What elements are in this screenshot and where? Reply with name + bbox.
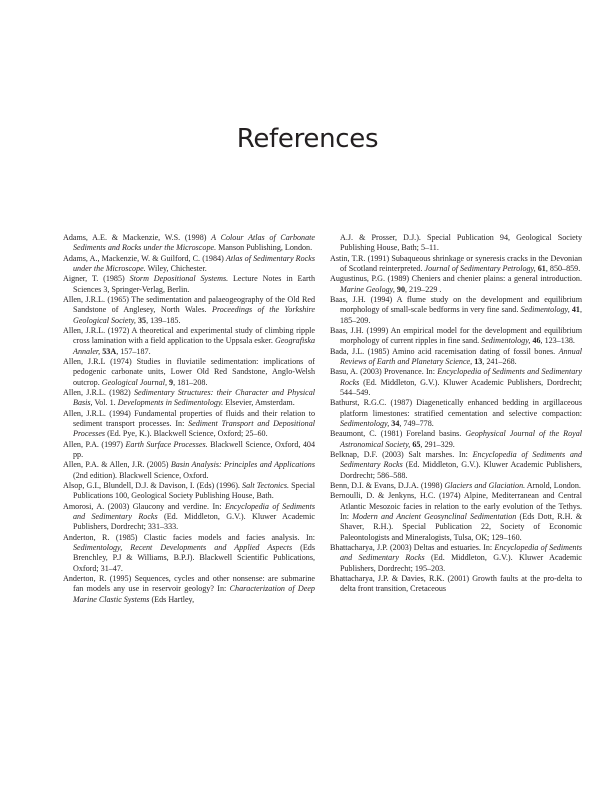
reference-authors: Aigner, T. (1985) — [63, 274, 130, 284]
reference-entry — [63, 326, 315, 357]
reference-authors: A.J. & Prosser, D.J.). Special Publication 94, Geological Society Publishing House, Bath; 5–11. — [340, 233, 582, 253]
reference-title: Encyclopedia of Sediments and Sedimentary Rocks — [73, 501, 315, 522]
reference-authors: Augustinus, P.G. (1989) Cheniers and chenier plains: a general introduction. — [330, 274, 582, 284]
reference-authors: Basu, A. (2003) Provenance. In: — [330, 367, 438, 377]
reference-title: Earth Surface Processes. — [125, 439, 208, 449]
reference-pages: , 291–329. — [420, 439, 455, 449]
reference-authors: Allen, J.R.L. (1982) — [63, 388, 134, 398]
reference-entry — [63, 574, 315, 605]
reference-authors: Beaumont, C. (1981) Foreland basins. — [330, 429, 466, 439]
reference-volume: 65 — [412, 439, 421, 449]
reference-entry — [63, 440, 315, 461]
reference-title: Sedimentology, — [340, 419, 390, 428]
reference-entry — [330, 429, 582, 450]
reference-publication: (Eds Brenchley, P.J & Williams, B.P.J). Blackwell Scientific Publications, Oxford; 31–47. — [73, 543, 315, 573]
reference-entry — [63, 274, 315, 295]
reference-authors: Bathurst, R.G.C. (1987) Diagenetically enhanced bedding in argillaceous platform limestones: stratified cementation and selective compaction: — [330, 398, 582, 418]
reference-entry — [330, 481, 582, 491]
reference-title: Geological Journal, — [101, 377, 167, 387]
reference-entry — [63, 254, 315, 275]
reference-publication: Blackwell Science, Oxford, 404 pp. — [73, 439, 315, 459]
reference-entry — [63, 481, 315, 502]
reference-authors: Anderton, R. (1985) Clastic facies models and facies analysis. In: — [63, 532, 315, 542]
reference-title: Sedimentary Structures: their Character and Physical Basis, — [73, 388, 316, 408]
reference-authors: Allen, P.A. (1997) — [63, 439, 126, 449]
reference-title: Geografiska Annaler, — [73, 336, 315, 356]
reference-authors: Adams, A., Mackenzie, W. & Guilford, C. (1984) — [63, 253, 226, 263]
reference-entry — [63, 502, 315, 533]
reference-title: Annual Reviews of Earth and Planetary Science, — [340, 346, 582, 367]
reference-title: Geophysical Journal of the Royal Astronomical Society, — [340, 429, 582, 449]
reference-publication: (Eds Dott, R.H. & Shaver, R.H.). Special Publication 22, Society of Economic Paleontologists and Mineralogists, Tulsa, OK; 129–160. — [340, 512, 582, 542]
reference-series: Developments in Sedimentology. — [117, 398, 224, 408]
reference-publication: (Ed. Middleton, G.V.). Kluwer Academic Publishers, Dordrecht; 331–333. — [73, 512, 315, 532]
reference-title: Basin Analysis: Principles and Applications — [170, 460, 315, 470]
reference-entry — [63, 233, 315, 254]
reference-title: Encyclopedia of Sediments and Sedimentary Rocks — [340, 450, 582, 470]
reference-authors: Belknap, D.F. (2003) Salt marshes. In: — [330, 450, 473, 460]
reference-title: Journal of Sedimentary Petrology, — [424, 263, 536, 273]
references-left-column — [63, 233, 315, 605]
reference-authors: Bada, J.L. (1985) Amino acid racemisation dating of fossil bones. — [330, 346, 559, 356]
reference-pages: , 185–209. — [340, 305, 582, 325]
reference-title: Sedimentology, Recent Developments and Applied Aspects — [73, 543, 293, 553]
reference-pages: , 181–208. — [173, 377, 208, 387]
reference-authors: Benn, D.I. & Evans, D.J.A. (1998) — [330, 481, 445, 491]
reference-authors: Bhattacharya, J.P. & Davies, R.K. (2001) Growth faults at the pro-delta to delta front transition, Cretaceous — [330, 574, 582, 594]
reference-volume: 41 — [571, 305, 580, 315]
reference-volume: 35 — [137, 315, 147, 325]
reference-title: Proceedings of the Yorkshire Geological Society, — [73, 305, 315, 325]
reference-authors: Allen, P.A. & Allen, J.R. (2005) — [63, 460, 171, 470]
reference-entry — [63, 388, 315, 409]
reference-publication: Vol. 1. — [92, 398, 118, 408]
reference-title: Sedimentology, — [481, 336, 531, 346]
reference-publication: (Ed. Middleton, G.V.). Kluwer Academic Publishers, Dordrecht; 195–203. — [340, 553, 582, 573]
reference-entry — [330, 295, 582, 326]
reference-volume: 34 — [391, 419, 400, 428]
reference-volume: 53A — [102, 346, 117, 356]
page-title: References — [236, 124, 379, 154]
reference-pages: , 139–185. — [146, 315, 181, 325]
reference-entry — [330, 450, 582, 481]
reference-entry — [330, 367, 582, 398]
reference-authors: Adams, A.E. & Mackenzie, W.S. (1998) — [63, 233, 212, 242]
reference-publication: (Ed. Pye, K.). Blackwell Science, Oxford; 25–60. — [105, 429, 268, 439]
reference-publication: Lecture Notes in Earth Sciences 3, Springer-Verlag, Berlin. — [73, 274, 316, 294]
reference-entry — [330, 326, 582, 347]
reference-volume: 46 — [532, 336, 541, 346]
reference-authors: Bhattacharya, J.P. (2003) Deltas and estuaries. In: — [330, 543, 495, 553]
reference-entry — [330, 274, 582, 295]
reference-title: Sediment Transport and Depositional Processes — [73, 419, 315, 439]
references-right-column — [330, 233, 582, 595]
reference-pages: , 749–778. — [399, 419, 434, 428]
reference-title: A Colour Atlas of Carbonate Sediments and Rocks under the Microscope. — [73, 233, 315, 253]
reference-entry — [330, 491, 582, 542]
reference-authors: Alsop, G.I., Blundell, D.J. & Davison, I. (Eds) (1996). — [63, 481, 243, 491]
reference-entry — [63, 409, 315, 440]
reference-authors: Allen, J.R.L. (1965) The sedimentation and palaeogeography of the Old Red Sandstone of Anglesey, North Wales. — [63, 295, 315, 315]
reference-publication: Arnold, London. — [525, 481, 581, 491]
reference-authors: Allen, J.R.L. (1994) Fundamental properties of fluids and their relation to sediment transport processes. In: — [63, 408, 315, 428]
reference-pages: , 157–187. — [116, 346, 151, 356]
reference-pages: , 219–229 . — [404, 284, 442, 294]
reference-authors: Amorosi, A. (2003) Glaucony and verdine. In: — [63, 501, 225, 511]
reference-entry — [330, 398, 582, 429]
reference-volume: 90 — [396, 284, 405, 294]
reference-title: Glaciers and Glaciation. — [444, 481, 526, 491]
reference-publication: Manson Publishing, London. — [216, 243, 313, 253]
reference-entry — [63, 460, 315, 481]
reference-publication: (2nd edition). Blackwell Science, Oxford. — [73, 470, 209, 480]
reference-title: Atlas of Sedimentary Rocks under the Microscope. — [73, 253, 315, 273]
reference-entry — [330, 574, 582, 595]
reference-publication: (Ed. Middleton, G.V.). Kluwer Academic Publishers, Dordrecht; 544–549. — [340, 377, 582, 398]
reference-entry — [330, 543, 582, 574]
reference-title: Sedimentology, — [520, 305, 570, 315]
reference-volume: 61 — [537, 263, 546, 273]
reference-entry — [330, 254, 582, 275]
reference-publication: (Ed. Middleton, G.V.). Kluwer Academic Publishers, Dordrecht; 586–588. — [340, 460, 582, 480]
reference-authors: Allen, J.R.L. (1972) A theoretical and experimental study of climbing ripple cross lamination with a field application to the Uppsala esker. — [63, 326, 315, 346]
reference-entry — [63, 357, 315, 388]
reference-title: Characterization of Deep Marine Clastic Systems — [73, 584, 315, 604]
reference-publication: Wiley, Chichester. — [145, 263, 207, 273]
reference-volume: 9 — [169, 377, 174, 387]
reference-title: Marine Geology, — [340, 284, 395, 294]
reference-publisher: Elsevier, Amsterdam. — [223, 398, 295, 408]
reference-title: Encyclopedia of Sediments and Sedimentary Rocks — [340, 543, 582, 563]
reference-title: Storm Depositional Systems. — [129, 274, 229, 284]
reference-pages: , 850–859. — [545, 263, 581, 273]
reference-entry — [330, 347, 582, 368]
reference-authors: Anderton, R. (1995) Sequences, cycles and other nonsense: are submarine fan models any use in reservoir geology? In: — [63, 574, 315, 594]
reference-title: Encyclopedia of Sediments and Sedimentary Rocks — [340, 367, 582, 387]
reference-title: Modern and Ancient Geosynclinal Sedimentation — [352, 512, 517, 522]
reference-pages: , 123–138. — [540, 336, 575, 346]
reference-authors: Allen, J.R.L (1974) Studies in fluviatile sedimentation: implications of pedogenic carbonate units, Lower Old Red Sandstone, Anglo-Welsh outcrop. — [63, 357, 315, 387]
reference-entry — [63, 533, 315, 574]
reference-volume: 13 — [474, 357, 483, 367]
reference-entry — [63, 295, 315, 326]
reference-title: Salt Tectonics. — [242, 481, 290, 491]
reference-authors: Baas, J.H. (1994) A flume study on the development and equilibrium morphology of small-scale bedforms in very fine sand. — [330, 295, 582, 315]
reference-authors: Baas, J.H. (1999) An empirical model for the development and equilibrium morphology of current ripples in fine sand. — [330, 326, 582, 346]
reference-authors: Astin, T.R. (1991) Subaqueous shrinkage or syneresis cracks in the Devonian of Scotland reinterpreted. — [330, 253, 582, 273]
reference-authors: Bernoulli, D. & Jenkyns, H.C. (1974) Alpine, Mediterranean and Central Atlantic Mesozoic facies in relation to the early evolution of the Tethys. In: — [330, 491, 582, 522]
reference-publication: Special Publications 100, Geological Society Publishing House, Bath. — [73, 481, 315, 501]
reference-pages: , 241–268. — [482, 357, 517, 367]
reference-entry — [330, 233, 582, 254]
reference-publication: (Eds Hartley, — [149, 594, 195, 604]
